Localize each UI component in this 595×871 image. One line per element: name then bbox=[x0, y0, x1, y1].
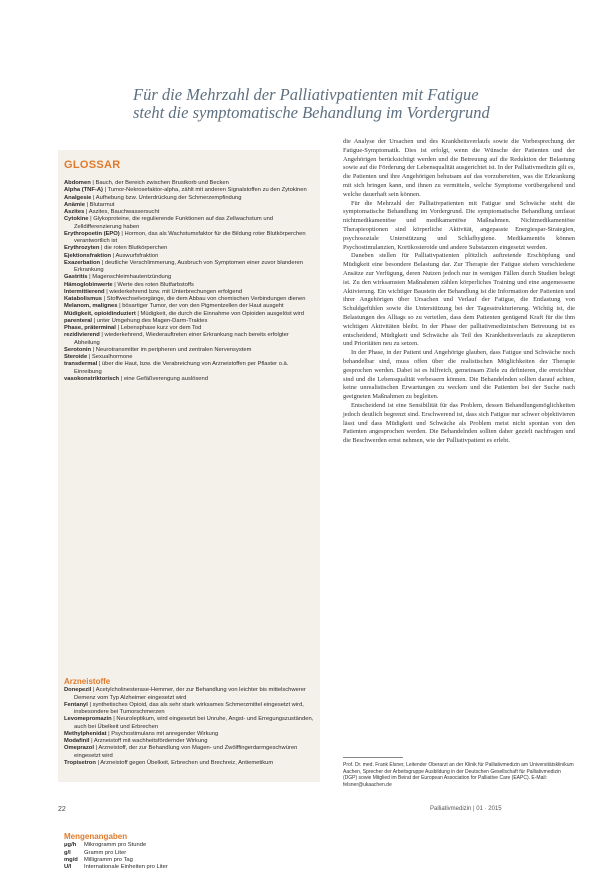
glossary-entry bbox=[64, 274, 314, 281]
glossary-entry bbox=[64, 289, 314, 296]
glossary-term: Analgesie bbox=[64, 194, 92, 201]
glossary-term: Fentanyl bbox=[64, 701, 88, 708]
unit-abbreviation: μg/h bbox=[64, 842, 77, 849]
heading-line-2: steht die symptomatische Behandlung im Vordergrund bbox=[133, 103, 490, 122]
glossary-definition: | bösartiger Tumor, der von den Pigmentzellen der Haut ausgeht bbox=[117, 303, 284, 310]
glossary-definition: | Arzneistoff, der zur Behandlung von Magen- und Zwölffingerdarmgeschwüren eingesetzt wird bbox=[74, 745, 298, 759]
heading-line-1: Für die Mehrzahl der Palliativpatienten mit Fatigue bbox=[133, 85, 479, 104]
glossary-entry bbox=[64, 760, 314, 767]
glossary-definition: | eine Gefäßverengung auslösend bbox=[119, 375, 208, 382]
glossary-definition: | Psychostimulans mit anregender Wirkung bbox=[106, 730, 219, 737]
glossary-term: vasokonstriktorisch bbox=[64, 375, 120, 382]
glossary-entry bbox=[64, 354, 314, 361]
glossary-term: Erythrozyten bbox=[64, 245, 100, 252]
glossary-entry bbox=[64, 216, 314, 231]
glossary-definition: | Auswurfsfraktion bbox=[111, 252, 159, 259]
body-column bbox=[343, 138, 575, 446]
glossary-term: Katabolismus bbox=[64, 296, 103, 302]
glossary-title: GLOSSAR bbox=[64, 159, 121, 171]
author-footnote: Prof. Dr. med. Frank Elsner, Leitender Oberarzt an der Klinik für Palliativmedizin am Universitätsklinikum Aachen, Sprecher der Arbeitsgruppe Ausbildung in der Deutschen Gesellschaft für Palliativmedizin (DGP) sowie Mitglied im Beirat der European Association for Palliative Care (EAPC). E-Mail: felsner@ukaachen.de bbox=[343, 762, 574, 788]
glossary-list bbox=[64, 180, 314, 383]
glossary-entry bbox=[64, 231, 314, 246]
glossary-entry bbox=[64, 731, 314, 738]
body-paragraph: Für die Mehrzahl der Palliativpatienten mit Fatigue und Schwäche steht die symptomatische Behandlung im Vordergrund. Die symptomatische Behandlung umfasst nichtmedikamentöse und medikamentöse Maßnahmen. Nichtmedikamentöse Therapieoptionen sind körperliche Aktivität, angepasste Energiespar-Strategien, psychosoziale Unterstützung und Schlafhygiene. Medikamentös können Psychostimulanzien, Kortikosteroide und andere Substanzen eingesetzt werden. bbox=[343, 199, 575, 251]
glossary-definition: | Tumor-Nekrosefaktor-alpha, zählt mit anderen Signalstoffen zu den Zytokinen bbox=[102, 187, 307, 194]
glossary-definition: | Aszites, Bauchwassersucht bbox=[84, 209, 160, 215]
glossary-definition: | Arzneistoff mit wachheitsfördernder Wirkung bbox=[89, 738, 208, 744]
glossary-term: Abdomen bbox=[64, 180, 91, 186]
glossary-definition: | Bauch, der Bereich zwischen Brustkorb und Becken bbox=[90, 180, 229, 186]
page-heading bbox=[133, 86, 533, 122]
glossary-definition: | Werte des roten Blutfarbstoffs bbox=[112, 281, 194, 288]
arzneistoffe-title: Arzneistoffe bbox=[64, 677, 111, 686]
glossary-definition: | Sexualhormone bbox=[87, 354, 133, 360]
glossary-entry bbox=[64, 318, 314, 325]
unit-abbreviation: mg/d bbox=[64, 856, 78, 863]
mengenangaben-list bbox=[64, 842, 314, 871]
glossary-entry bbox=[64, 253, 314, 260]
glossary-entry bbox=[64, 311, 314, 318]
glossary-definition: | Müdigkeit, die durch die Einnahme von Opioiden ausgelöst wird bbox=[135, 310, 304, 317]
glossary-entry bbox=[64, 738, 314, 745]
glossary-term: rezidivierend bbox=[64, 332, 100, 339]
glossary-entry bbox=[64, 687, 314, 702]
glossary-definition: | Blutarmut bbox=[84, 201, 115, 208]
glossary-definition: | Glykoproteine, die regulierende Funktionen auf das Zellwachstum und Zelldifferenzierung haben bbox=[74, 216, 274, 230]
glossary-definition: | Neuroleptikum, wird eingesetzt bei Unruhe, Angst- und Erregungszuständen, auch bei Übelkeit und Erbrechen bbox=[74, 716, 314, 730]
unit-row bbox=[64, 864, 314, 871]
glossary-term: Phase, präterminal bbox=[64, 325, 116, 331]
glossary-definition: | die roten Blutkörperchen bbox=[99, 245, 168, 252]
glossary-entry bbox=[64, 202, 314, 209]
glossary-definition: | Lebensphase kurz vor dem Tod bbox=[115, 325, 202, 331]
arzneistoffe-list bbox=[64, 687, 314, 767]
glossary-term: Melanom, malignes bbox=[64, 303, 118, 310]
glossary-term: Omeprazol bbox=[64, 745, 94, 752]
glossary-definition: | Stoffwechselvorgänge, die dem Abbau von chemischen Verbindungen dienen bbox=[102, 296, 306, 302]
glossary-entry bbox=[64, 702, 314, 717]
page-number: 22 bbox=[58, 806, 66, 813]
arzneistoffe-section bbox=[64, 678, 314, 767]
glossary-term: Levomepromazin bbox=[64, 716, 112, 723]
unit-row bbox=[64, 857, 314, 864]
glossary-term: Hämoglobinwerte bbox=[64, 281, 113, 288]
glossary-entry bbox=[64, 296, 314, 303]
glossary-term: transdermal bbox=[64, 361, 98, 368]
glossary-entry bbox=[64, 303, 314, 310]
journal-footer: Palliativmedizin | 01 · 2015 bbox=[430, 806, 502, 812]
glossary-term: Modafinil bbox=[64, 738, 90, 744]
glossary-term: Steroide bbox=[64, 354, 88, 360]
unit-abbreviation: U/l bbox=[64, 864, 72, 870]
glossary-entry bbox=[64, 716, 314, 731]
body-paragraph: Daneben stellen für Palliativpatienten plötzlich auftretende Erschöpfung und Müdigkeit eine besondere Belastung dar. Zur Therapie der Fatigue stehen verschiedene Ansätze zur Verfügung, deren Nutzen jedoch nur in wenigen Fällen durch Studien belegt ist. Zu den wirksamsten Maßnahmen zählen körperliches Training und eine angemessene Aktivierung. Ein wichtiger Baustein der Behandlung ist die Information der Patienten und ihrer Angehörigen über Ursachen und Verlauf der Fatigue, die Entlastung von Schuldgefühlen sowie die Unterstützung bei der Tagesstrukturierung. Wichtig ist, die Belastungen des Alltags so zu verteilen, dass dem Patienten genügend Kraft für die ihm wichtigen Aktivitäten bleibt. In der Phase der palliativmedizinischen Betreuung ist es entscheidend, Müdigkeit und Schwäche als Teil des Krankheitsverlaufs zu akzeptieren und Prioritäten neu zu setzen. bbox=[343, 252, 575, 348]
unit-description: Gramm pro Liter bbox=[84, 849, 127, 856]
glossary-definition: | wiederkehrend bzw. mit Unterbrechungen erfolgend bbox=[104, 288, 243, 295]
glossary-entry bbox=[64, 376, 314, 383]
body-paragraph: Entscheidend ist eine Sensibilität für das Problem, dessen Behandlungsmöglichkeiten jedoch deutlich begrenzt sind. Erschwerend ist, dass sich Fatigue nur schwer objektivieren lässt und dass Müdigkeit und Schwäche als Problem meist nicht spontan von den Patienten angesprochen werden. Die Behandelnden sollten daher gezielt nachfragen und die Beschwerden ernst nehmen, wie der Palliativpatient es erlebt. bbox=[343, 401, 575, 445]
glossary-entry bbox=[64, 347, 314, 354]
glossary-term: Intermittierend bbox=[64, 288, 105, 295]
glossary-term: Cytokine bbox=[64, 216, 89, 223]
unit-description: Mikrogramm pro Stunde bbox=[84, 842, 147, 849]
unit-description: Internationale Einheiten pro Liter bbox=[84, 864, 168, 870]
glossary-term: Gastritis bbox=[64, 274, 88, 281]
glossary-term: Exazerbation bbox=[64, 259, 101, 266]
glossary-definition: | Neurotransmitter im peripheren und zentralen Nervensystem bbox=[91, 346, 252, 353]
glossary-term: parenteral bbox=[64, 317, 93, 324]
mengenangaben-section bbox=[64, 833, 314, 871]
glossary-term: Anämie bbox=[64, 201, 85, 208]
glossary-entry bbox=[64, 195, 314, 202]
glossary-entry bbox=[64, 245, 314, 252]
glossary-term: Serotonin bbox=[64, 346, 92, 353]
glossary-entry bbox=[64, 187, 314, 194]
footnote-divider bbox=[343, 757, 403, 758]
glossary-entry bbox=[64, 745, 314, 760]
glossary-definition: | wiederkehrend, Wiederauftreten einer Erkrankung nach bereits erfolgter Abheilung bbox=[74, 332, 289, 346]
glossary-definition: | Aufhebung bzw. Unterdrückung der Schmerzempfindung bbox=[91, 194, 242, 201]
body-paragraph: In der Phase, in der Patient und Angehörige glauben, dass Fatigue und Schwäche noch behandelbar sind, muss offen über die realistischen Möglichkeiten der Therapie gesprochen werden. Dabei ist es hilfreich, gemeinsam Ziele zu definieren, die erreichbar sind und die Lebensqualität verbessern können. Die Behandelnden sollten darauf achten, keine unrealistischen Erwartungen zu wecken und die Patienten bei der Suche nach geeigneten Maßnahmen zu begleiten. bbox=[343, 349, 575, 401]
glossary-term: Donepezil bbox=[64, 687, 92, 694]
glossary-entry bbox=[64, 180, 314, 187]
glossary-entry bbox=[64, 282, 314, 289]
glossary-term: Erythropoetin (EPO) bbox=[64, 230, 120, 237]
unit-abbreviation: g/l bbox=[64, 849, 71, 856]
glossary-entry bbox=[64, 260, 314, 275]
glossary-term: Tropisetron bbox=[64, 759, 96, 766]
mengenangaben-title: Mengenangaben bbox=[64, 832, 128, 841]
unit-row bbox=[64, 842, 314, 849]
glossary-term: Aszites bbox=[64, 209, 85, 215]
glossary-definition: | über die Haut, bzw. die Verabreichung von Arzneistoffen per Pflaster o.ä. Einreibung bbox=[74, 361, 289, 375]
glossary-entry bbox=[64, 332, 314, 347]
glossary-definition: | Hormon, das als Wachstumsfaktor für die Bildung roter Blutkörperchen verantwortlich ist bbox=[74, 230, 306, 244]
glossary-entry bbox=[64, 325, 314, 332]
glossary-entry bbox=[64, 209, 314, 216]
glossary-definition: | Acetylcholinesterase-Hemmer, der zur Behandlung von leichter bis mittelschwerer Demenz vom Typ Alzheimer eingesetzt wird bbox=[74, 687, 306, 701]
unit-row bbox=[64, 850, 314, 857]
glossary-definition: | synthetisches Opioid, das als sehr stark wirksames Schmerzmittel eingesetzt wird, insbesondere bei Tumorschmerzen bbox=[74, 701, 304, 715]
glossary-definition: | unter Umgehung des Magen-Darm-Traktes bbox=[92, 317, 208, 324]
glossary-definition: | Arzneistoff gegen Übelkeit, Erbrechen und Brechreiz, Antiemetikum bbox=[95, 759, 274, 766]
body-paragraph: die Analyse der Ursachen und des Krankheitsverlaufs sowie die Vorbesprechung der Fatigue-Symptomatik. Dies ist erfolgt, wenn die Wünsche der Patienten und der Angehörigen berücksichtigt werden und die Betreuung auf die Reduktion der Belastung sowie auf die Förderung der Lebensqualität ausgerichtet ist. In der Palliativmedizin gilt es, die Patienten und ihre Angehörigen behutsam auf das vorzubereiten, was die Erkrankung mit sich bringen kann, und ihnen zu vermitteln, welche Symptome vorübergehend und welche dauerhaft sein können. bbox=[343, 138, 575, 198]
glossary-term: Müdigkeit, opioidinduziert bbox=[64, 310, 136, 317]
glossary-entry bbox=[64, 361, 314, 376]
glossary-term: Alpha (TNF-A) bbox=[64, 187, 103, 194]
glossary-term: Ejektionsfraktion bbox=[64, 252, 112, 259]
glossary-term: Methylphenidat bbox=[64, 730, 107, 737]
glossary-definition: | Magenschleimhautentzündung bbox=[87, 274, 172, 281]
unit-description: Milligramm pro Tag bbox=[84, 856, 133, 863]
glossary-definition: | deutliche Verschlimmerung, Ausbruch von Symptomen einer zuvor blanderen Erkrankung bbox=[74, 259, 303, 273]
